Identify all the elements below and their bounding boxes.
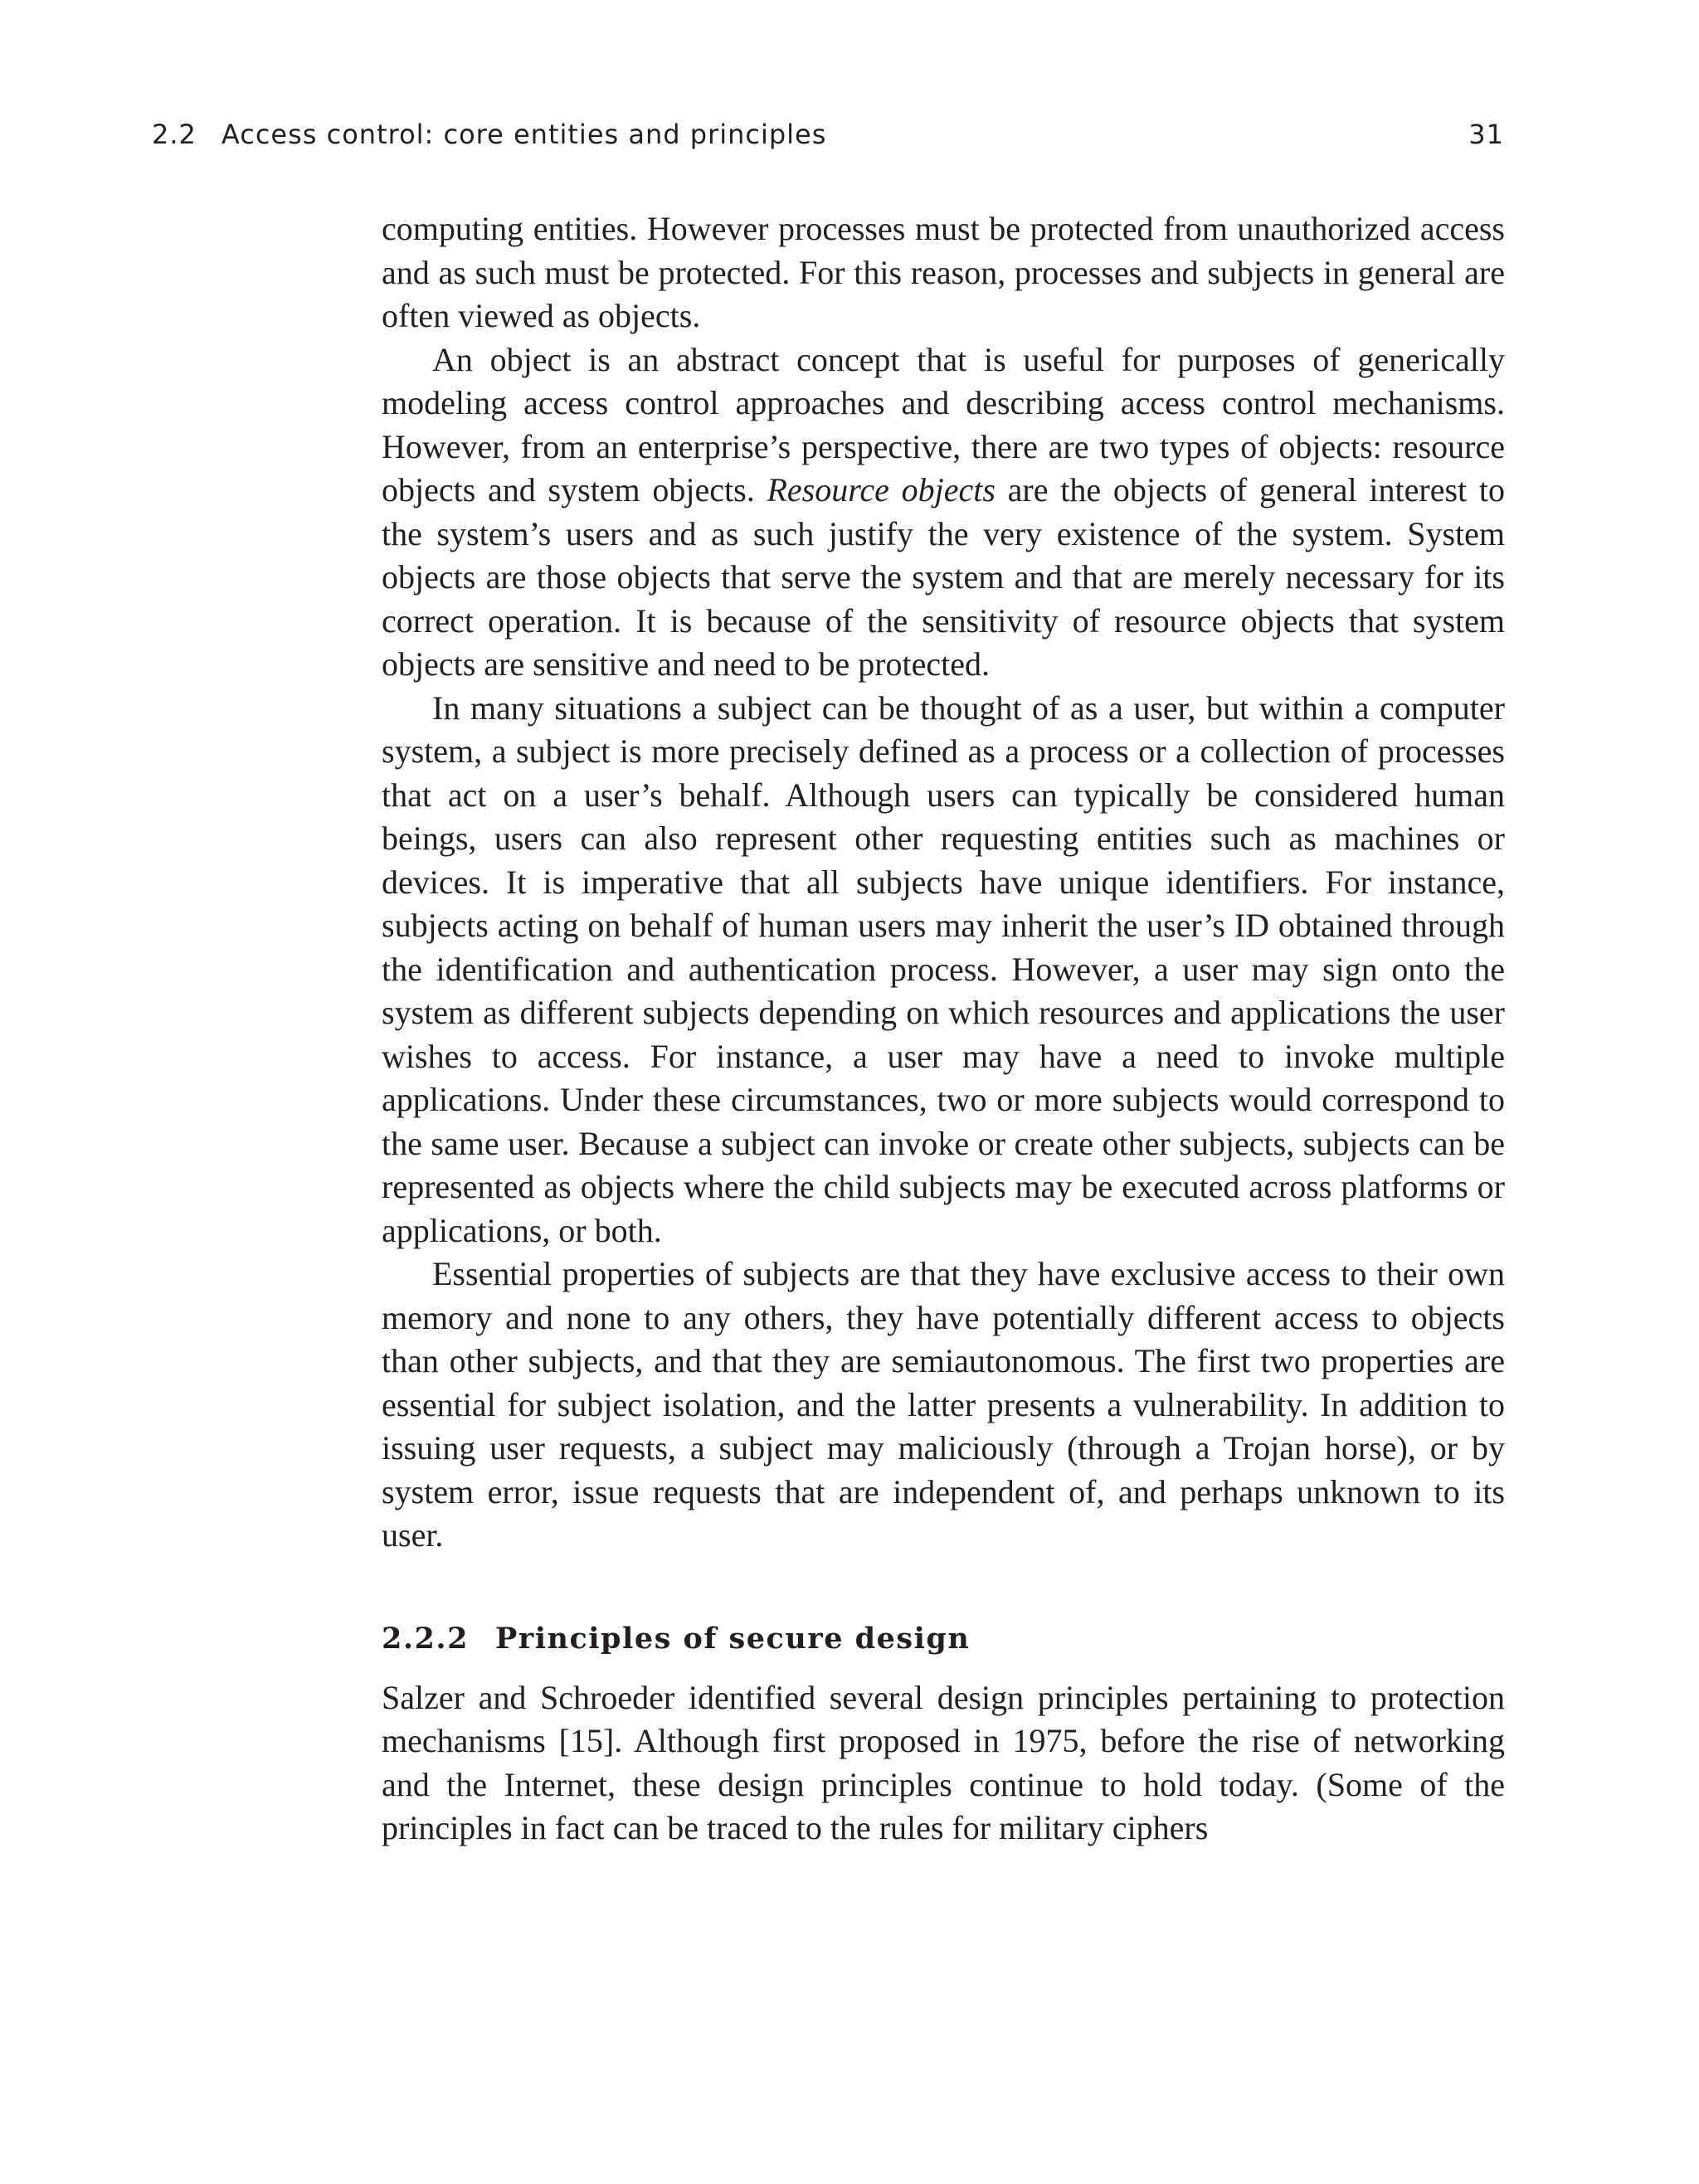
running-head [152,116,1504,153]
paragraph-objects-text-after: are the objects of general interest to the system’s users and as such justify the very existence of the system. System objects are those objects that serve the system and that are merely necessary for its correct operation. It is because of the sensitivity of resource objects that system objects are sensitive and need to be protected. [382,471,1506,683]
paragraph-continued: computing entities. However processes must be protected from unauthorized access and as such must be protected. For this reason, processes and subjects in general are often viewed as objects. [382,210,1505,334]
paragraph-subject-properties: Essential properties of subjects are that they have exclusive access to their own memory and none to any others, they have potentially different access to objects than other subjects, and that they are semiautonomous. The first two properties are essential for subject isolation, and the latter presents a vulnerability. In addition to issuing user requests, a subject may maliciously (through a Trojan horse), or by system error, issue requests that are independent of, and perhaps unknown to its user. [382,1255,1505,1554]
page-number: 31 [1468,119,1504,150]
paragraph-objects-text-before: An object is an abstract concept that is useful for purposes of generically modeling access control approaches and describing access control mechanisms. However, from an enterprise’s perspective, there are two types of objects: resource objects and system objects. [382,340,1505,508]
running-head-section-title: Access control: core entities and principles [221,119,827,150]
paragraph-secure-design: Salzer and Schroeder identified several design principles pertaining to protection mechanisms [15]. Although first proposed in 1975, before the rise of networking and the Internet, these design principles continue to hold today. (Some of the principles in fact can be traced to the rules for military ciphers [382,1678,1505,1846]
section-heading-number: 2.2.2 [382,1621,469,1656]
section-heading [382,1617,1505,1661]
section-heading-title: Principles of secure design [494,1621,971,1656]
running-head-section-number: 2.2 [152,119,197,150]
paragraph-subjects: In many situations a subject can be thought of as a user, but within a computer system, a subject is more precisely defined as a process or a collection of processes that act on a user’s behalf. Although users can typically be considered human beings, users can also represent other requesting entities such as machines or devices. It is imperative that all subjects have unique identifiers. For instance, subjects acting on behalf of human users may inherit the user’s ID obtained through the identification and authentication process. However, a user may sign onto the system as different subjects depending on which resources and applications the user wishes to access. For instance, a user may have a need to invoke multiple applications. Under these circumstances, two or more subjects would correspond to the same user. Because a subject can invoke or create other subjects, subjects can be represented as objects where the child subjects may be executed across platforms or applications, or both. [382,688,1505,1249]
resource-objects-term: Resource objects [767,471,996,508]
paragraph-objects [382,338,1505,687]
body-text [382,207,1505,1851]
